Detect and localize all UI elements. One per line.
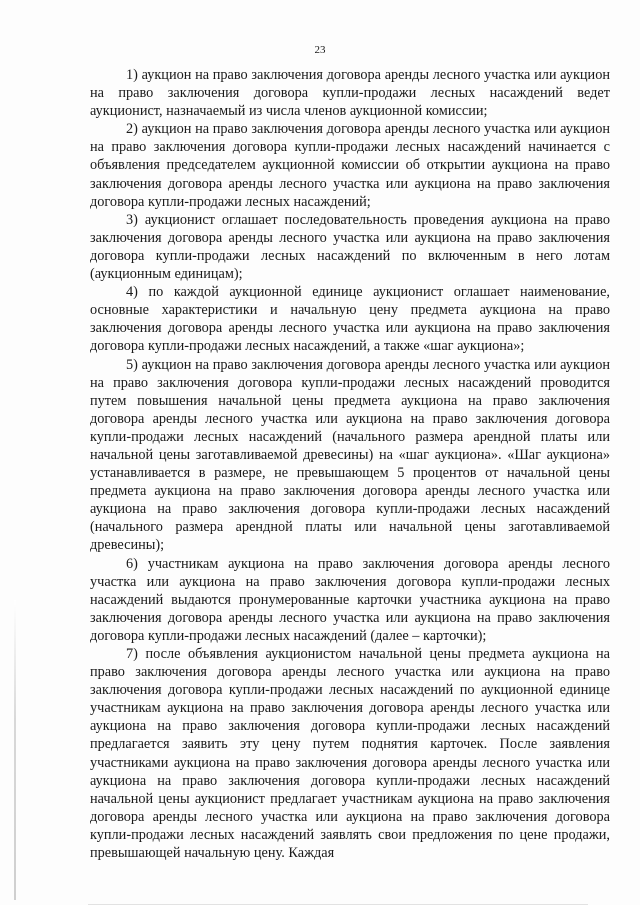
- paragraph-item-3: 3) аукционист оглашает последовательность проведения аукциона на право заключения договора аренды лесного участка или аукциона на право заключения договора купли-продажи лесных насаждений по включенным в него лотам (аукционным единицам);: [90, 211, 610, 283]
- paragraph-item-1: 1) аукцион на право заключения договора аренды лесного участка или аукцион на право заключения договора купли-продажи лесных насаждений ведет аукционист, назначаемый из числа членов аукционной комиссии;: [90, 67, 610, 120]
- paragraph-item-4: 4) по каждой аукционной единице аукционист оглашает наименование, основные характеристики и начальную цену предмета аукциона на право заключения договора аренды лесного участка или аукциона на право заключения договора купли-продажи лесных насаждений, а также «шаг аукциона»;: [90, 284, 610, 355]
- paragraph-item-2: 2) аукцион на право заключения договора аренды лесного участка или аукцион на право заключения договора купли-продажи лесных насаждений начинается с объявления председателем аукционной комиссии об открытии аукциона на право заключения договора аренды лесного участка или аукциона на право заключения договора купли-продажи лесных насаждений;: [90, 121, 610, 210]
- document-body: [90, 66, 610, 862]
- scan-edge-shadow: [14, 600, 16, 900]
- page-number: 23: [314, 44, 326, 56]
- paragraph-item-5: 5) аукцион на право заключения договора аренды лесного участка или аукцион на право заключения договора купли-продажи лесных насаждений проводится путем повышения начальной цены предмета аукциона на право заключения договора аренды лесного участка или аукциона на право заключения договора купли-продажи лесных насаждений (начального размера арендной платы или начальной цены заготавливаемой древесины) на «шаг аукциона». «Шаг аукциона» устанавливается в размере, не превышающем 5 процентов от начальной цены предмета аукциона на право заключения договора аренды лесного участка или аукциона на право заключения договора купли-продажи лесных насаждений (начального размера арендной платы или начальной цены заготавливаемой древесины);: [90, 356, 610, 554]
- paragraph-item-6: 6) участникам аукциона на право заключения договора аренды лесного участка или аукциона на право заключения договора купли-продажи лесных насаждений выдаются пронумерованные карточки участника аукциона на право заключения договора аренды лесного участка или аукциона на право заключения договора купли-продажи лесных насаждений (далее – карточки);: [90, 555, 610, 644]
- paragraph-item-7: 7) после объявления аукционистом начальной цены предмета аукциона на право заключения договора аренды лесного участка или аукциона на право заключения договора купли-продажи лесных насаждений по аукционной единице участникам аукциона на право заключения договора аренды лесного участка или аукциона на право заключения договора купли-продажи лесных насаждений предлагается заявить эту цену путем поднятия карточек. После заявления участниками аукциона на право заключения договора аренды лесного участка или аукциона на право заключения договора купли-продажи лесных насаждений начальной цены аукционист предлагает участникам аукциона на право заключения договора аренды лесного участка или аукциона на право заключения договора купли-продажи лесных насаждений заявлять свои предложения по цене продажи, превышающей начальную цену. Каждая: [90, 646, 610, 862]
